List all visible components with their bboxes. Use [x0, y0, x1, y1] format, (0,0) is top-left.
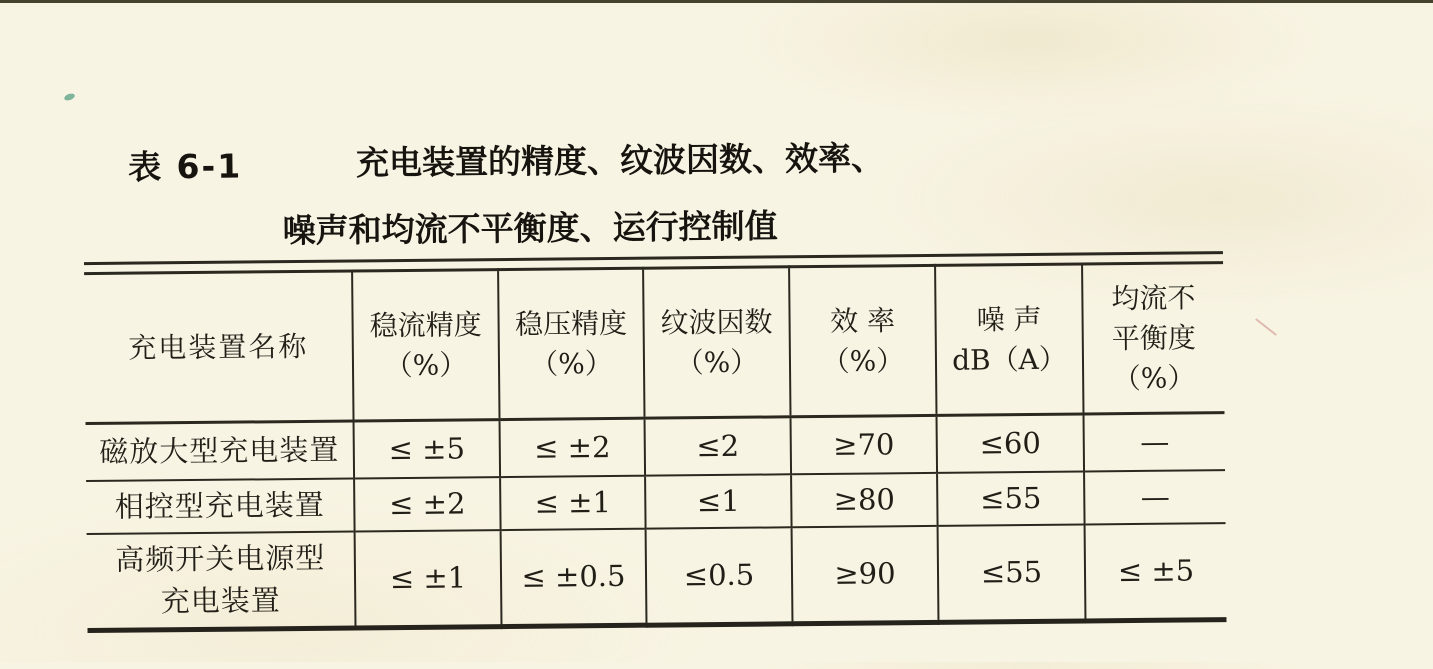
- value-cell: ≤ ±5: [354, 420, 501, 478]
- spec-table-wrap: [84, 251, 1227, 633]
- value-cell: ≥90: [792, 525, 939, 623]
- device-name: 磁放大型充电装置: [86, 421, 355, 481]
- value-cell: ≤55: [937, 471, 1085, 525]
- charging-device-spec-table: [84, 261, 1226, 633]
- value-cell: ≥70: [791, 415, 938, 473]
- value-cell: ≤2: [645, 417, 792, 475]
- table-number-label: 表 6-1: [127, 146, 243, 187]
- device-name: 高频开关电源型 充电装置: [87, 531, 356, 631]
- value-cell: ≤60: [937, 414, 1085, 472]
- value-cell: ≤0.5: [646, 527, 793, 625]
- value-cell: ≤1: [645, 474, 792, 528]
- value-cell: ≤ ±0.5: [501, 528, 647, 626]
- col-header-voltage-stab-accuracy: 稳压精度 （%）: [498, 268, 644, 419]
- value-cell: ≤ ±2: [500, 418, 646, 476]
- value-cell: —: [1084, 470, 1226, 524]
- header-row: [84, 263, 1224, 424]
- col-header-efficiency: 效 率 （%）: [789, 265, 936, 416]
- value-cell: ≤ ±1: [355, 530, 502, 628]
- value-cell: ≤ ±2: [354, 477, 501, 531]
- col-header-current-sharing-unbalance: 均流不 平衡度 （%）: [1082, 263, 1224, 414]
- col-header-device-name: 充电装置名称: [84, 271, 353, 424]
- col-header-noise: 噪 声 dB（A）: [935, 264, 1083, 415]
- value-cell: ≤ ±5: [1085, 523, 1227, 621]
- value-cell: —: [1083, 413, 1225, 471]
- col-header-ripple-factor: 纹波因数 （%）: [643, 267, 790, 418]
- device-name: 相控型充电装置: [86, 478, 354, 534]
- value-cell: ≤55: [938, 524, 1086, 622]
- table-title-line2: 噪声和均流不平衡度、运行控制值: [282, 206, 778, 251]
- table-title-line1: 充电装置的精度、纹波因数、效率、: [355, 138, 885, 183]
- col-header-current-stab-accuracy: 稳流精度 （%）: [352, 270, 499, 421]
- row-hf-switching-power-device: [87, 523, 1227, 631]
- value-cell: ≥80: [791, 472, 938, 526]
- value-cell: ≤ ±1: [500, 475, 646, 529]
